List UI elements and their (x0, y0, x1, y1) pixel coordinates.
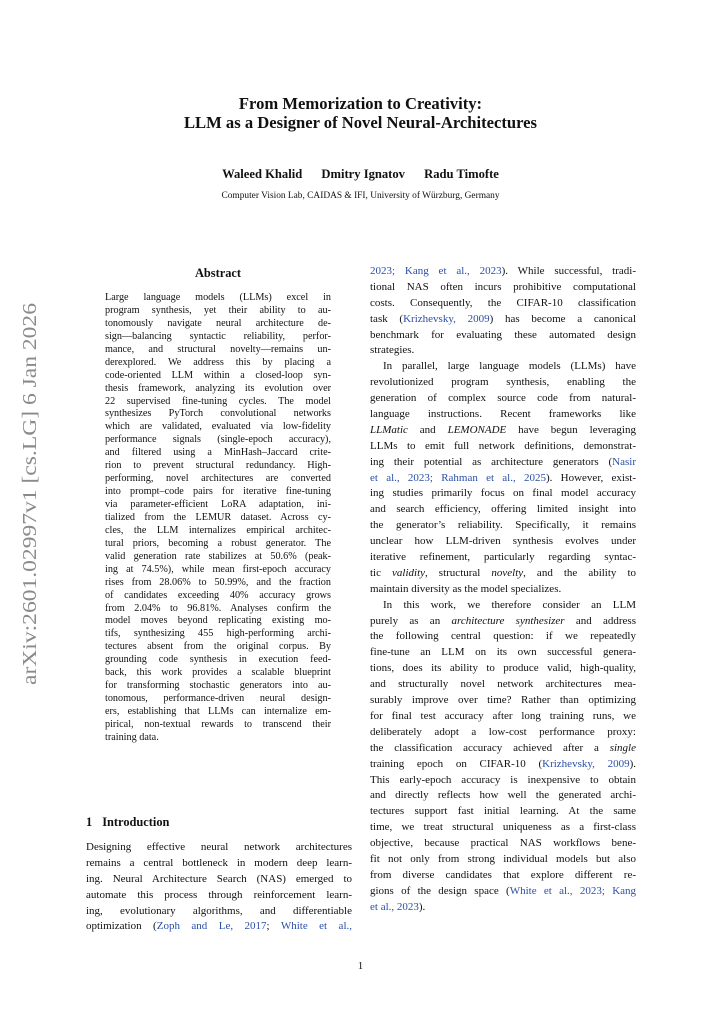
abstract-line: sign—balancing syntactic reliability, perfor- (105, 330, 331, 342)
intro-line (370, 312, 636, 328)
paper-title (0, 94, 721, 132)
citation-link[interactable]: Nasir (612, 455, 636, 468)
intro-line: surably improve over time? Rather than optimizing (370, 694, 636, 707)
text-run: ). However, exist- (546, 471, 636, 484)
abstract-line: which are validated, evaluated via low-fidelity (105, 421, 331, 433)
intro-line: This early-epoch accuracy is inexpensive to obtain (370, 773, 636, 786)
affiliation: Computer Vision Lab, CAIDAS & IFI, University of Würzburg, Germany (221, 191, 500, 201)
intro-line: fine-tune an LLM on its own successful genera- (370, 646, 636, 659)
intro-line: generation of complex source code from natural- (370, 392, 636, 405)
section-heading-introduction (86, 815, 169, 830)
abstract-line: tural priors, becoming a robust generator. The (105, 537, 331, 549)
abstract-line: tonomously navigate neural architecture de- (105, 317, 331, 329)
abstract-line: Large language models (LLMs) excel in (105, 292, 331, 303)
intro-line: tional NAS often incurs prohibitive computational (370, 280, 636, 293)
arxiv-identifier-text: arXiv:2601.02997v1 [cs.LG] 6 Jan 2026 (19, 360, 41, 685)
text-run: , structural (425, 566, 492, 579)
text-run: ; (601, 884, 613, 897)
text-run: task ( (370, 312, 404, 325)
abstract-line: back, this work provides a scalable blueprint (105, 667, 331, 679)
intro-line: deliberately adopt a low-cost performance proxy: (370, 725, 636, 738)
abstract-line: tialized from the LEMUR dataset. Across cy- (105, 511, 331, 523)
abstract-line: into prompt–code pairs for iterative fine-tuning (105, 486, 331, 498)
intro-line: LLMs to emit full network definitions, demonstrat- (370, 439, 636, 452)
intro-line: remains a central bottleneck in modern deep learn- (86, 856, 352, 869)
abstract-line: program synthesis, yet their ability to au- (105, 304, 331, 316)
abstract-line: training data. (105, 731, 159, 743)
intro-line: revolutionized program synthesis, enabling the (370, 376, 636, 389)
intro-line: the generator’s reliability. Specifically, it remains (370, 519, 636, 532)
text-run: optimization ( (86, 920, 157, 933)
intro-line: iterative refinement, particularly regarding syntac- (370, 551, 636, 564)
intro-line: for final test accuracy after long training runs, we (370, 709, 636, 722)
text-run: training epoch on CIFAR-10 ( (370, 757, 543, 770)
text-run: validity (392, 566, 426, 579)
text-run: tic (370, 566, 393, 579)
abstract-line: cles, the LLM internalizes empirical architec- (105, 524, 331, 536)
introduction-right-column (370, 264, 636, 916)
text-run: novelty (491, 566, 524, 579)
intro-line: costs. Consequently, the CIFAR-10 classification (370, 296, 636, 309)
text-run: purely as an (370, 614, 452, 627)
citation-link[interactable]: Krizhevsky, 2009 (403, 312, 490, 325)
intro-line: maintain diversity as the model specializes. (370, 582, 562, 595)
abstract-line: rion to prevent structural redundancy. High- (105, 460, 331, 472)
citation-link[interactable]: White et al., (280, 920, 352, 933)
intro-line (370, 423, 636, 439)
abstract-heading: Abstract (194, 266, 242, 280)
abstract-line: grounding code synthesis in execution feed- (105, 654, 331, 666)
abstract-line: of candidates exceeding 40% accuracy grows (105, 589, 331, 601)
title-line-2: LLM as a Designer of Novel Neural-Architectures (183, 113, 537, 132)
intro-line (370, 455, 636, 471)
intro-line (370, 741, 636, 757)
intro-line (370, 566, 636, 582)
citation-link[interactable]: Krizhevsky, 2009 (542, 757, 630, 770)
author-name: Radu Timofte (424, 167, 499, 181)
abstract-line: tonomous, performance-driven neural design- (105, 693, 331, 705)
citation-link[interactable]: White et al., 2023 (509, 884, 602, 897)
citation-link[interactable]: et al., 2023 (370, 900, 419, 913)
intro-line (370, 614, 636, 630)
intro-line: tectures support fast initial learning. At the same (370, 805, 636, 818)
intro-line (370, 884, 636, 900)
intro-line: strategies. (370, 344, 415, 357)
abstract-line: tifs, synthesizing 455 high-performing archi- (105, 628, 331, 640)
abstract-line: ers, establishing that LLMs can internalize em- (105, 706, 331, 717)
intro-line: Designing effective neural network architectures (86, 841, 352, 853)
citation-link[interactable]: et al., 2023 (370, 471, 430, 484)
abstract-line: model moves beyond replicating existing mo- (105, 615, 331, 627)
intro-line (370, 757, 636, 773)
text-run: and address (564, 614, 636, 627)
citation-link[interactable]: Zoph and Le, 2017 (156, 920, 267, 933)
intro-line: and directly reflects how well the generated archi- (370, 789, 636, 802)
arxiv-identifier-stamp (16, 301, 42, 687)
intro-line (86, 919, 352, 935)
text-run: ; (429, 471, 442, 484)
author-list (0, 167, 721, 182)
intro-line: tions, does its ability to produce valid, high-quality, (370, 662, 636, 675)
introduction-left-column (86, 840, 352, 935)
intro-line: In this work, we therefore consider an LLM (383, 598, 636, 611)
title-line-1: From Memorization to Creativity: (238, 94, 483, 113)
section-number: 1 (86, 815, 93, 829)
abstract-line: from 2.04% to 96.81%. Analyses confirm the (105, 602, 331, 614)
intro-line: ing studies primarily focus on final model accuracy (370, 487, 636, 500)
intro-line: and search efficiency, offering limited insight into (370, 503, 636, 516)
intro-line: from diverse candidates that explore different re- (370, 868, 636, 881)
intro-line: ing. Neural Architecture Search (NAS) emerged to (86, 872, 352, 885)
abstract-line: 22 supervised fine-tuning cycles. The model (105, 395, 331, 407)
abstract-line: derexplored. We address this by placing a (105, 356, 331, 368)
abstract-line: tectures absent from the original corpus. By (105, 641, 331, 653)
abstract-line: performing, novel architectures are converted (105, 473, 331, 485)
intro-line: ing, evolutionary algorithms, and differentiable (86, 904, 352, 917)
abstract-line: ing at 74.5%), while mean first-epoch accuracy (105, 563, 331, 575)
intro-line: fit not only from strong individual models but also (370, 852, 636, 865)
abstract-line: performance signals (single-epoch accuracy), (105, 434, 331, 446)
text-run: have begun leveraging (506, 423, 636, 436)
intro-line: benchmark for evaluating these automated design (370, 328, 636, 341)
abstract-line: and filtered using a MinHash–Jaccard crite- (105, 447, 331, 459)
text-run: , and the ability to (523, 566, 637, 579)
text-run: single (609, 741, 636, 754)
text-run: ). While successful, tradi- (501, 265, 636, 277)
intro-line (370, 264, 636, 280)
section-title: Introduction (102, 815, 170, 829)
author-name: Dmitry Ignatov (321, 167, 405, 181)
abstract-line: valid generation rate stabilizes at 50.6% (peak- (105, 550, 331, 562)
text-run: LLMatic (370, 423, 408, 436)
intro-line (370, 900, 636, 916)
text-run: ) has become a canonical (489, 312, 636, 325)
abstract-line: pirical, non-textual rewards to transcend their (105, 718, 331, 730)
intro-line: and structurally novel network architectures mea- (370, 678, 636, 691)
intro-line: unclear how LLM-driven synthesis evolves under (370, 535, 636, 548)
author-name: Waleed Khalid (222, 167, 303, 181)
abstract-line: rises from 28.06% to 50.99%, and the fraction (105, 576, 331, 588)
abstract-line: synthesizes PyTorch convolutional networks (105, 408, 331, 420)
abstract-body (105, 292, 331, 745)
citation-link[interactable]: Kang (612, 884, 637, 897)
abstract-line: thesis framework, analyzing its evolution over (105, 382, 331, 394)
intro-line: the following central question: if we repeatedly (370, 630, 636, 643)
citation-link[interactable]: Rahman et al., 2025 (441, 471, 546, 484)
abstract-line: code-oriented LLM within a closed-loop syn- (105, 369, 331, 381)
text-run: ). (629, 757, 636, 770)
text-run: architecture synthesizer (451, 614, 565, 627)
text-run: ; (266, 920, 281, 933)
abstract-line: mance, and structural novelty—remains un- (105, 343, 331, 355)
intro-line: time, we treat structural uniqueness as a first-class (370, 821, 636, 834)
text-run: the classification accuracy achieved after a (370, 741, 610, 754)
text-run: and (407, 423, 448, 436)
intro-line: objective, because practical NAS workflows bene- (370, 837, 636, 850)
text-run: gions of the design space ( (370, 884, 510, 897)
intro-line: In parallel, large language models (LLMs) have (383, 360, 636, 373)
page-number: 1 (357, 960, 364, 972)
text-run: ing their potential as architecture generators ( (370, 455, 613, 468)
text-run: ). (418, 900, 426, 913)
text-run: LEMONADE (447, 423, 507, 436)
abstract-line: for transforming stochastic generators into au- (105, 680, 331, 692)
intro-line (370, 471, 636, 487)
intro-line: automate this process through reinforcement learn- (86, 888, 352, 901)
citation-link[interactable]: 2023; Kang et al., 2023 (370, 265, 502, 277)
intro-line: language instructions. Recent frameworks like (370, 408, 636, 421)
abstract-line: via parameter-efficient LoRA adaptation, ini- (105, 499, 331, 510)
